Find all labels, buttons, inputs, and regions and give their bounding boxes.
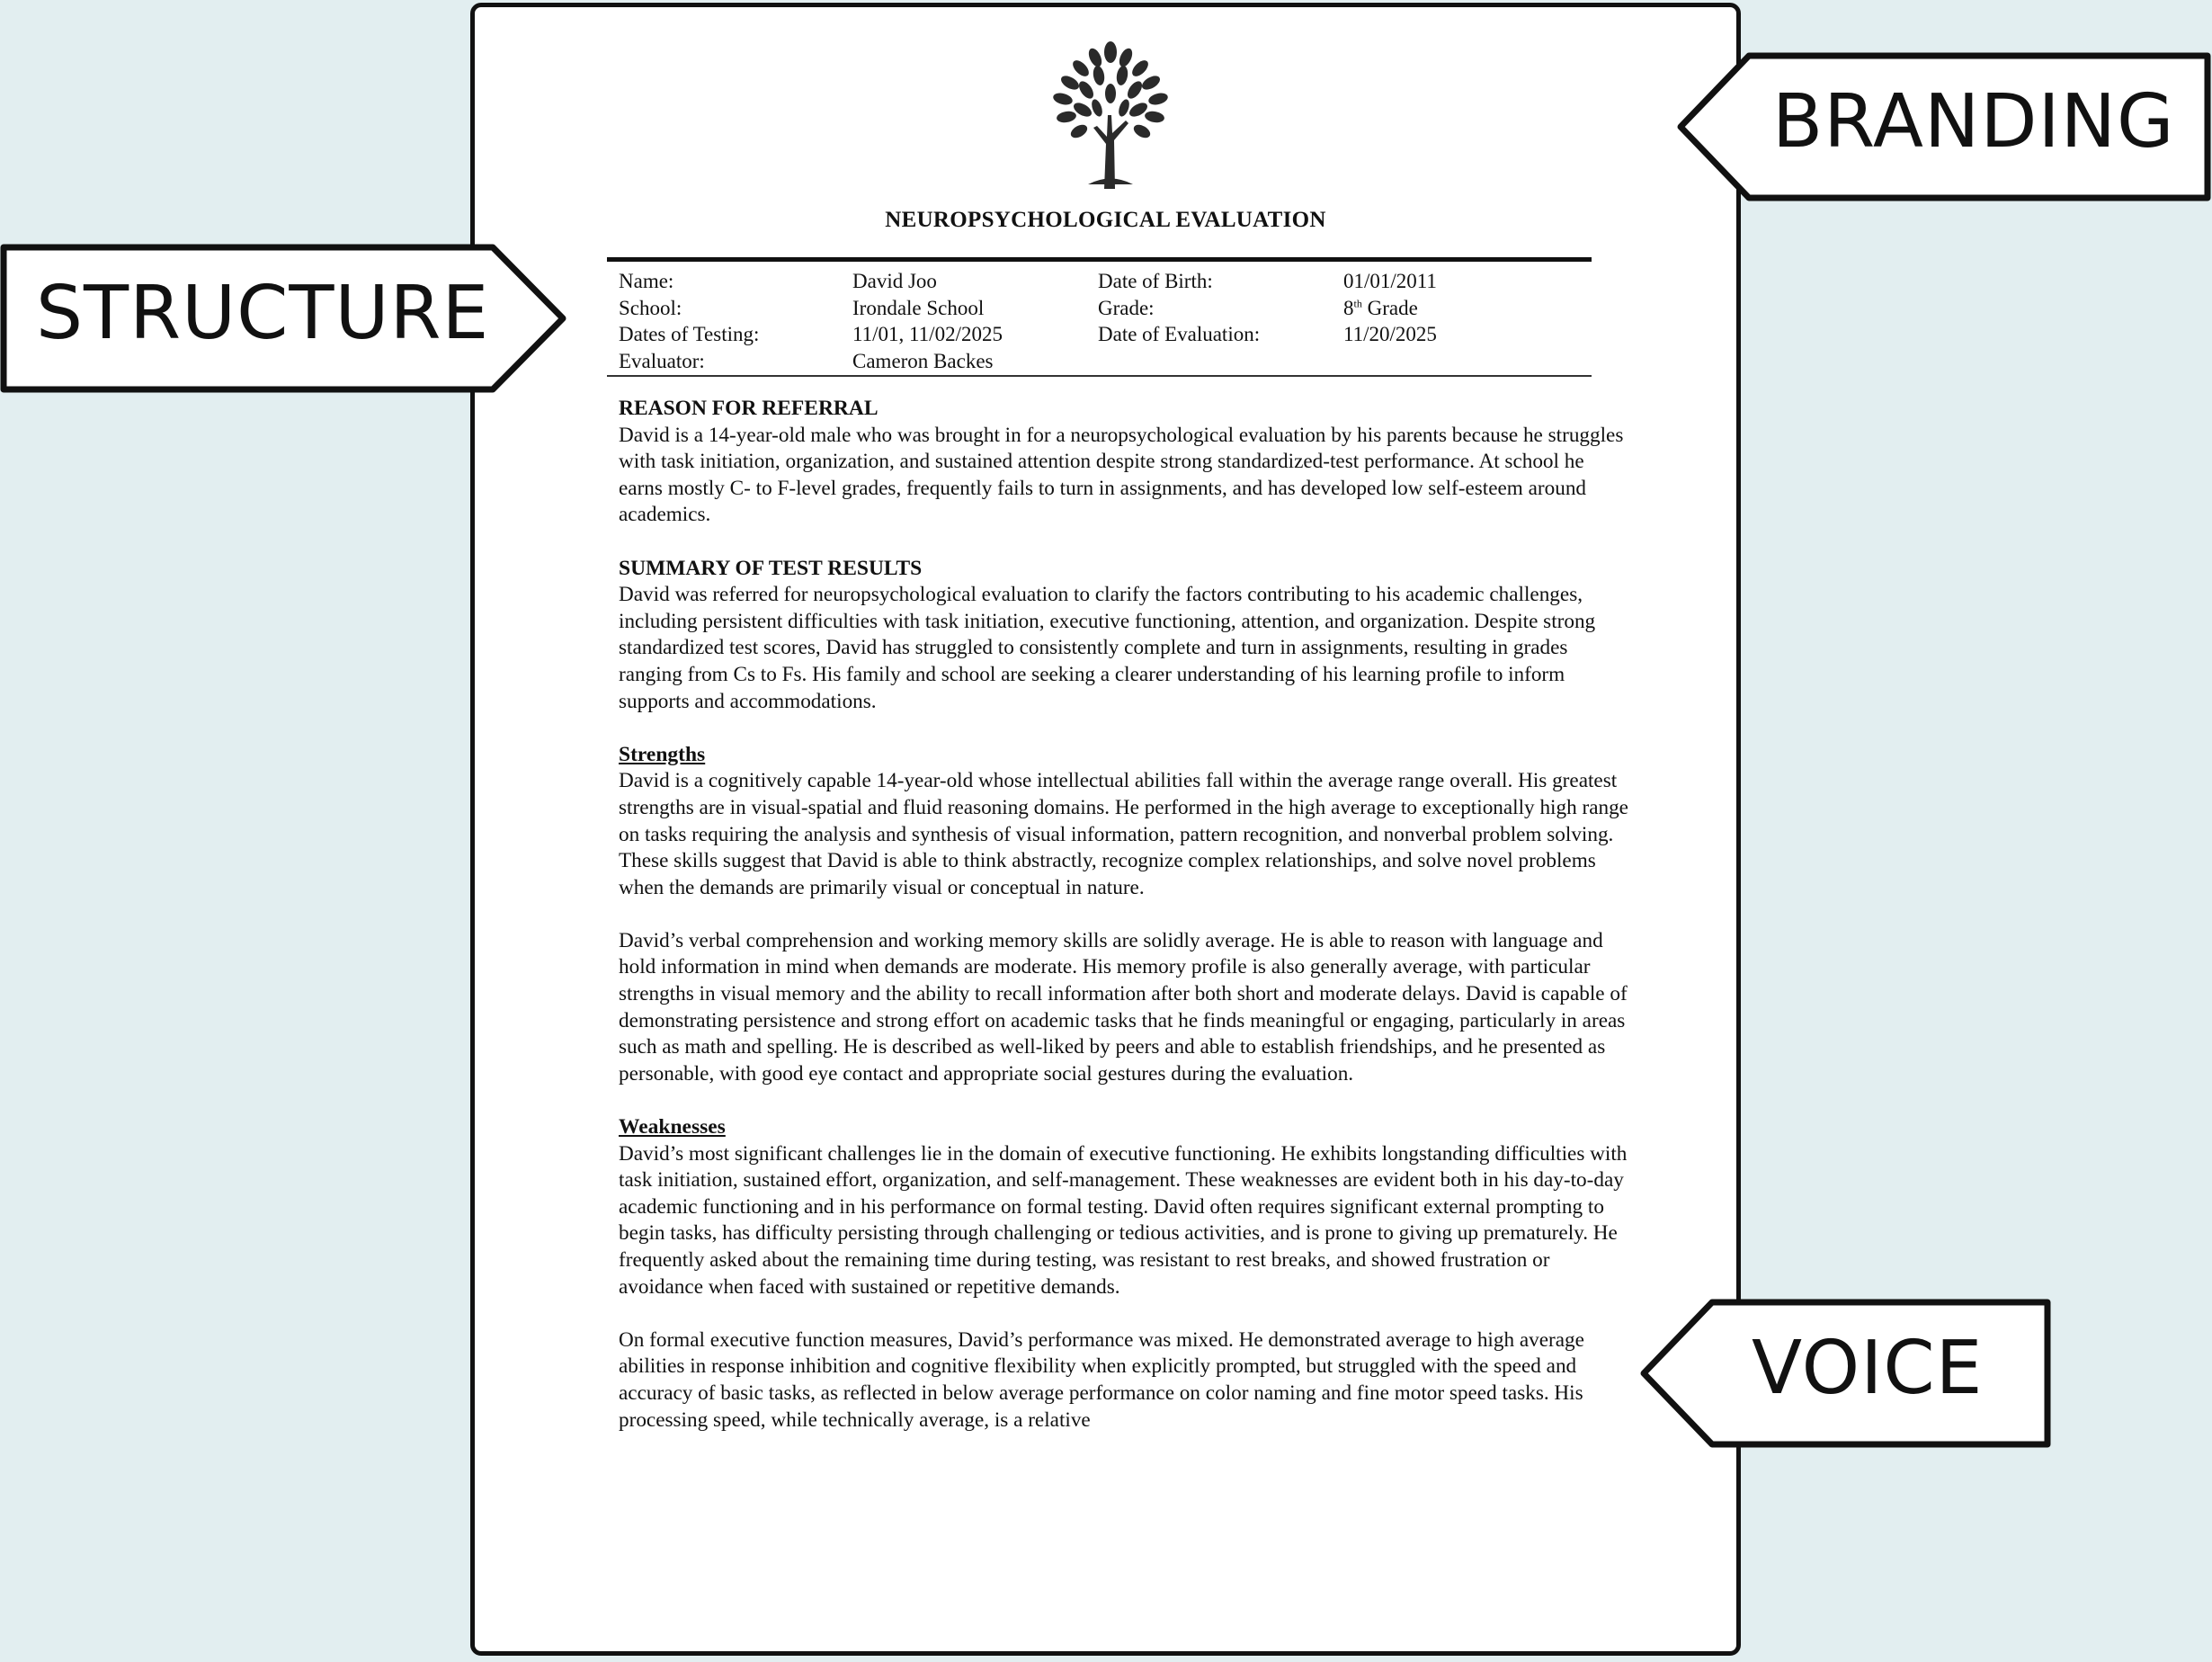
document-title: NEUROPSYCHOLOGICAL EVALUATION	[885, 208, 1326, 232]
document-page	[470, 3, 1741, 1656]
info-row-school	[607, 295, 1592, 322]
grade-value	[1343, 295, 1592, 322]
eval-date-label: Date of Evaluation:	[1098, 323, 1261, 345]
grade-number: 8	[1343, 296, 1354, 319]
grade-label: Grade:	[1098, 296, 1155, 319]
info-row-evaluator	[607, 348, 1592, 375]
document-body	[619, 396, 1630, 1461]
evaluator-value: Cameron Backes	[852, 349, 994, 372]
strengths-paragraph-1: David is a cognitively capable 14-year-old whose intellectual abilities fall within the average range overall. His greatest strengths are in visual-spatial and fluid reasoning domains. He performed in the high average to exceptionally high range on tasks requiring the analysis and synthesis of visual information, pattern recognition, and nonverbal problem solving. These skills suggest that David is able to think abstractly, recognize complex relationships, and solve novel problems when the demands are primarily visual or conceptual in nature.	[619, 769, 1628, 899]
eval-date-value: 11/20/2025	[1343, 323, 1437, 345]
tree-icon	[1043, 36, 1178, 189]
testing-value: 11/01, 11/02/2025	[852, 323, 1003, 345]
info-row-testing	[607, 321, 1592, 348]
name-value: David Joo	[852, 270, 937, 292]
referral-heading: REASON FOR REFERRAL	[619, 397, 879, 420]
dob-label: Date of Birth:	[1098, 270, 1213, 292]
patient-info-table	[607, 257, 1592, 377]
school-label: School:	[619, 296, 682, 319]
structure-callout	[0, 244, 568, 393]
structure-label: STRUCTURE	[36, 271, 490, 356]
evaluator-label: Evaluator:	[619, 349, 705, 372]
grade-suffix: th	[1353, 296, 1362, 309]
referral-text: David is a 14-year-old male who was brought in for a neuropsychological evaluation by his parents because he struggles with task initiation, organization, and sustained attention despite strong standardized-test performance. At school he earns mostly C- to F-level grades, frequently fails to turn in assignments, and has developed low self-esteem around academics.	[619, 423, 1624, 527]
branding-label: BRANDING	[1772, 79, 2175, 165]
voice-label: VOICE	[1752, 1326, 1984, 1411]
branding-callout	[1677, 52, 2212, 201]
name-label: Name:	[619, 270, 674, 292]
testing-label: Dates of Testing:	[619, 323, 760, 345]
dob-value: 01/01/2011	[1343, 270, 1437, 292]
weaknesses-paragraph-2: On formal executive function measures, David’s performance was mixed. He demonstrated average to high average abilities in response inhibition and cognitive flexibility when explicitly prompted, but struggled with the speed and accuracy of basic tasks, as reflected in below average performance on color naming and fine motor speed tasks. His processing speed, while technically average, is a relative	[619, 1327, 1584, 1432]
voice-callout	[1640, 1299, 2051, 1448]
grade-word: Grade	[1361, 296, 1418, 319]
info-row-name	[607, 268, 1592, 295]
strengths-paragraph-2: David’s verbal comprehension and working memory skills are solidly average. He is able to reason with language and hold information in mind when demands are moderate. His memory profile is also generally average, with particular strengths in visual memory and the ability to recall information after both short and moderate delays. David is capable of demonstrating persistence and strong effort on academic tasks that he finds meaningful or engaging, particularly in areas such as math and spelling. He is described as well-liked by peers and able to establish friendships, and he presented as personable, with good eye contact and appropriate social gestures during the evaluation.	[619, 928, 1628, 1086]
strengths-heading: Strengths	[619, 742, 706, 766]
summary-heading: SUMMARY OF TEST RESULTS	[619, 556, 923, 580]
weaknesses-paragraph-1: David’s most significant challenges lie in the domain of executive functioning. He exhibits longstanding difficulties with task initiation, sustained effort, organization, and self-management. These weaknesses are evident both in his day-to-day academic functioning and in his performance on formal testing. David often requires significant external prompting to begin tasks, has difficulty persisting through challenging or tedious activities, and is prone to giving up prematurely. He frequently asked about the remaining time during testing, was resistant to rest breaks, and showed frustration or avoidance when faced with sustained or repetitive demands.	[619, 1141, 1628, 1299]
summary-text: David was referred for neuropsychological evaluation to clarify the factors contributing to his academic challenges, including persistent difficulties with task initiation, executive functioning, attention, and organization. Despite strong standardized test scores, David has struggled to consistently complete and turn in assignments, resulting in grades ranging from Cs to Fs. His family and school are seeking a clearer understanding of his learning profile to inform supports and accommodations.	[619, 583, 1596, 713]
school-value: Irondale School	[852, 296, 985, 319]
weaknesses-heading: Weaknesses	[619, 1115, 726, 1139]
